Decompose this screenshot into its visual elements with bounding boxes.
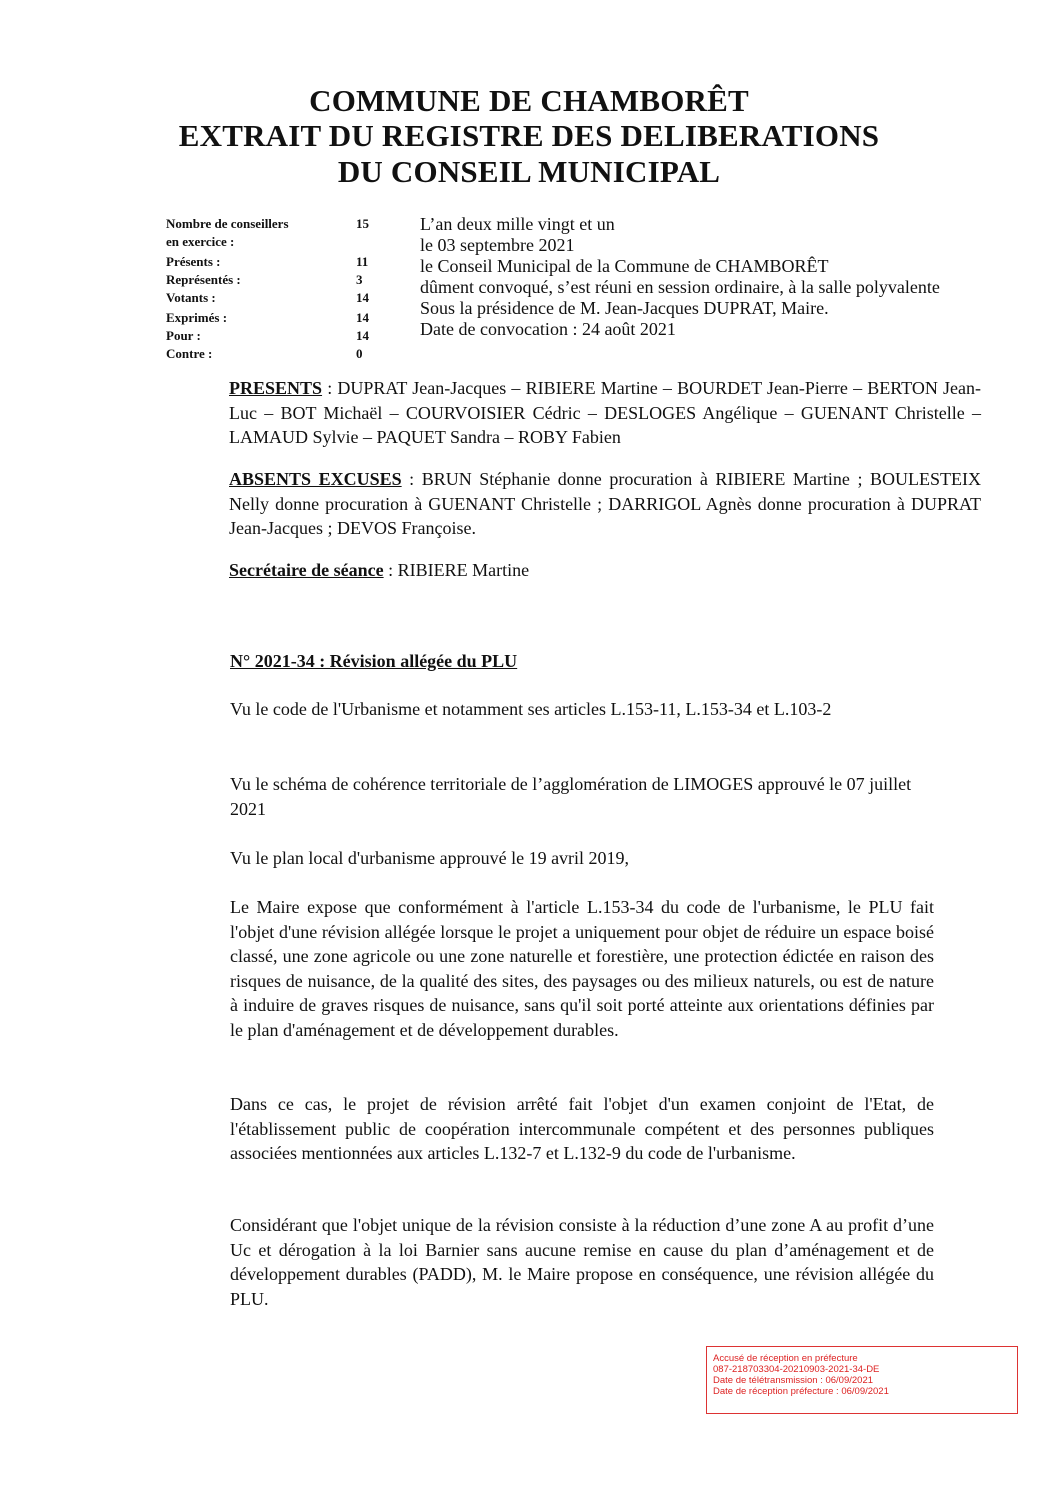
absents-list: : BRUN Stéphanie donne procuration à RIBIERE Martine ; BOULESTEIX Nelly donne procuration à GUENANT Christelle ; DARRIGOL Agnès donne procuration à DUPRAT Jean-Jacques ; DEVOS Françoise. [229,469,981,538]
prefecture-receipt-stamp [706,1346,1018,1414]
secretaire-name: : RIBIERE Martine [383,560,530,580]
stamp-line: Date de réception préfecture : 06/09/2021 [713,1386,889,1397]
secretaire-label: Secrétaire de séance [229,560,384,580]
deliberation-heading: N° 2021-34 : Révision allégée du PLU [230,651,518,671]
stamp-line: 087-218703304-20210903-2021-34-DE [713,1364,880,1375]
stamp-line: Date de télétransmission : 06/09/2021 [713,1375,874,1386]
absents-label: ABSENTS EXCUSES [229,469,402,489]
stamp-line: Accusé de réception en préfecture [713,1353,858,1364]
paragraph-expose: Le Maire expose que conformément à l'article L.153-34 du code de l'urbanisme, le PLU fait l'objet d'une révision allégée lorsque le projet a uniquement pour objet de réduire un espace boisé classé, une zone agricole ou une zone naturelle et forestière, une protection édictée en raison des risques de nuisance, de la qualité des sites, des paysages ou des milieux naturels, ou est de nature à induire de graves risques de nuisance, sans qu'il soit porté atteinte aux orientations définies par le plan d'aménagement et de développement durables. [230,897,934,1040]
paragraph-examen: Dans ce cas, le projet de révision arrêté fait l'objet d'un examen conjoint de l'Etat, de l'établissement public de coopération intercommunale compétent et des personnes publiques associées mentionnées aux articles L.132-7 et L.132-9 du code de l'urbanisme. [230,1094,934,1163]
presents-paragraph [229,376,981,450]
paragraph-code-urbanisme: Vu le code de l'Urbanisme et notamment ses articles L.153-11, L.153-34 et L.103-2 [230,699,832,719]
intro-line: L’an deux mille vingt et un [420,214,615,234]
presents-list: : DUPRAT Jean-Jacques – RIBIERE Martine – BOURDET Jean-Pierre – BERTON Jean-Luc – BOT Michaël – COURVOISIER Cédric – DESLOGES Angélique – GUENANT Christelle – LAMAUD Sylvie – PAQUET Sandra – ROBY Fabien [229,378,981,447]
stat-row: Votants : 14 [166,290,369,305]
paragraph-considerant: Considérant que l'objet unique de la révision consiste à la réduction d’une zone A au profit d’une Uc et dérogation à la loi Barnier sans aucune remise en cause du plan d’aménagement et de développement durables (PADD), M. le Maire propose en conséquence, une révision allégée du PLU. [230,1215,934,1309]
intro-line: Sous la présidence de M. Jean-Jacques DUPRAT, Maire. [420,298,829,318]
absents-paragraph [229,467,981,541]
presents-label: PRESENTS [229,378,323,398]
stat-row: Exprimés : 14 [166,310,369,325]
stat-row: Présents : 11 [166,254,369,269]
commune-title: COMMUNE DE CHAMBORÊT [309,83,749,118]
stat-row: Nombre de conseillers 15 [166,216,369,231]
register-title: EXTRAIT DU REGISTRE DES DELIBERATIONS [178,118,880,153]
intro-line: Date de convocation : 24 août 2021 [420,319,676,339]
stat-row: en exercice : [166,234,235,249]
intro-line: le Conseil Municipal de la Commune de CHAMBORÊT [420,256,829,276]
council-title: DU CONSEIL MUNICIPAL [337,154,721,189]
intro-line: dûment convoqué, s’est réuni en session ordinaire, à la salle polyvalente [420,277,940,297]
secretaire-paragraph [229,558,981,583]
session-intro [420,214,940,340]
paragraph-scot: Vu le schéma de cohérence territoriale de l’agglomération de LIMOGES approuvé le 07 juillet 2021 [230,774,912,819]
intro-line: le 03 septembre 2021 [420,235,575,255]
paragraph-plu: Vu le plan local d'urbanisme approuvé le 19 avril 2019, [230,848,630,868]
stat-row: Contre : 0 [166,346,363,361]
stat-row: Représentés : 3 [166,272,363,287]
stat-row: Pour : 14 [166,328,369,343]
